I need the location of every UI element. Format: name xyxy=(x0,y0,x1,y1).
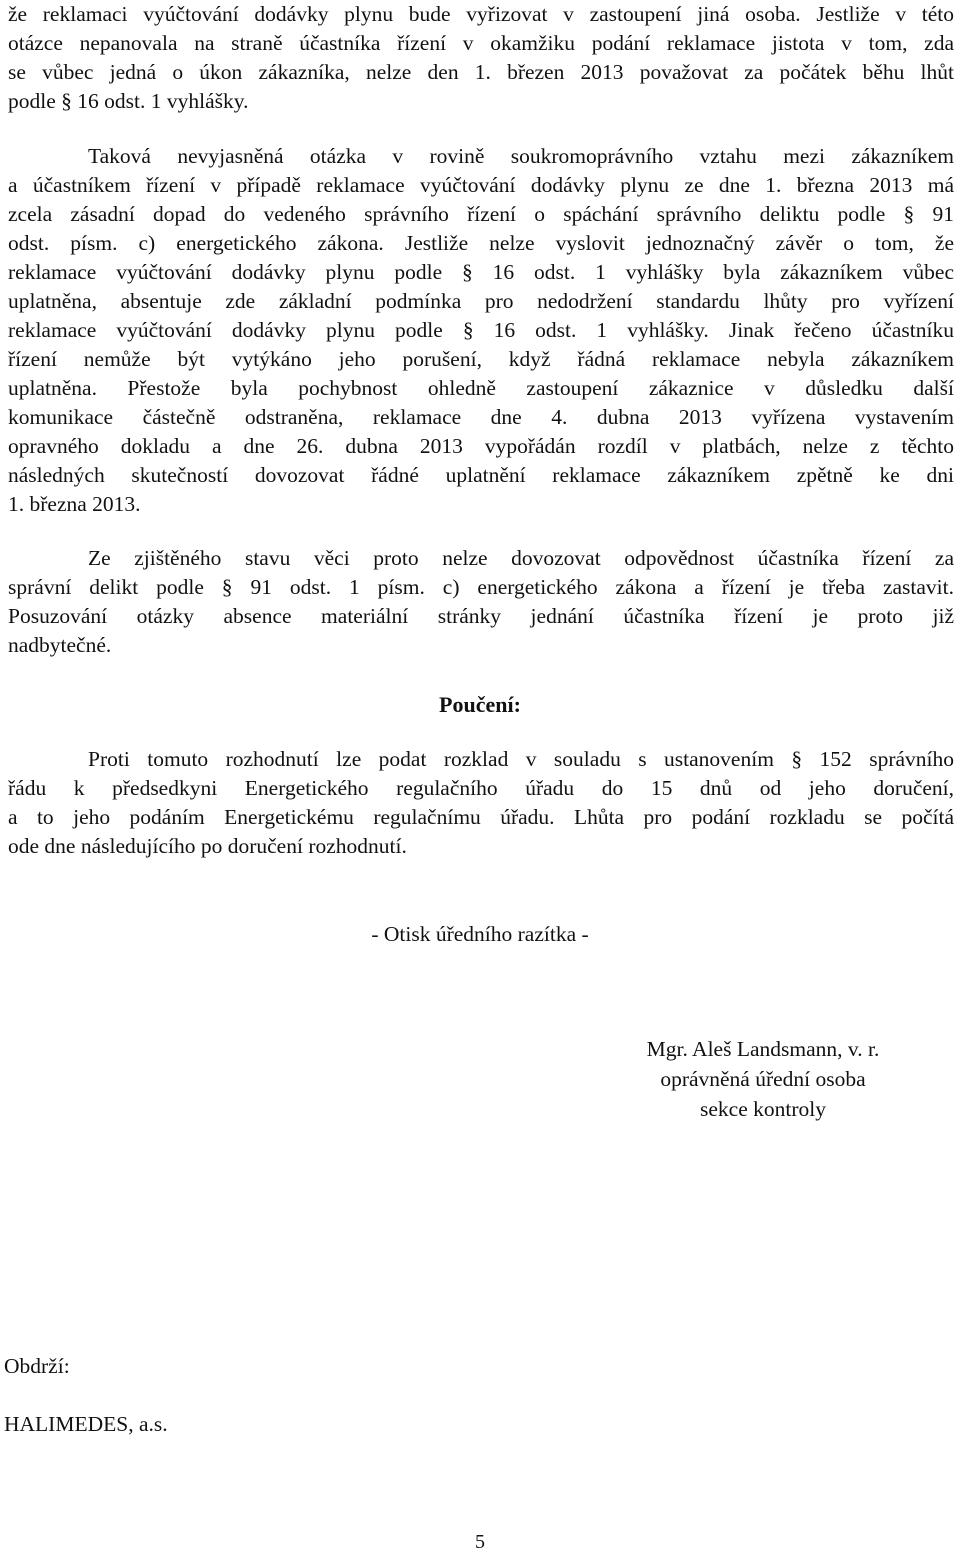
text-line: se vůbec jedná o úkon zákazníka, nelze den 1. březen 2013 považovat za počátek běhu lhůt xyxy=(8,60,954,84)
paragraph-conclusion xyxy=(8,544,954,660)
text-line: Proti tomuto rozhodnutí lze podat rozklad v souladu s ustanovením § 152 správního xyxy=(88,747,954,771)
text-line: Taková nevyjasněná otázka v rovině soukromoprávního vztahu mezi zákazníkem xyxy=(88,144,954,168)
text-line: zcela zásadní dopad do vedeného správního řízení o spáchání správního deliktu podle § 91 xyxy=(8,202,954,226)
text-line: odst. písm. c) energetického zákona. Jestliže nelze vyslovit jednoznačný závěr o tom, že xyxy=(8,231,954,255)
text-line: že reklamaci vyúčtování dodávky plynu bude vyřizovat v zastoupení jiná osoba. Jestliže v této xyxy=(8,2,954,26)
text-line: Posuzování otázky absence materiální stránky jednání účastníka řízení je proto již xyxy=(8,604,954,628)
text-line: následných skutečností dovozovat řádné uplatnění reklamace zákazníkem zpětně ke dni xyxy=(8,463,954,487)
paragraph-instruction xyxy=(8,745,954,861)
text-line: řádu k předsedkyni Energetického regulačního úřadu do 15 dnů od jeho doručení, xyxy=(8,776,954,800)
text-line: nadbytečné. xyxy=(8,633,112,657)
text-line: správní delikt podle § 91 odst. 1 písm. c) energetického zákona a řízení je třeba zastavit. xyxy=(8,575,954,599)
signatory-department: sekce kontroly xyxy=(700,1097,826,1121)
text-line: reklamace vyúčtování dodávky plynu podle § 16 odst. 1 vyhlášky. Jinak řečeno účastníku xyxy=(8,318,954,342)
recipients-label: Obdrží: xyxy=(4,1354,70,1378)
signatory-role: oprávněná úřední osoba xyxy=(660,1067,866,1091)
section-heading: Poučení: xyxy=(439,692,521,717)
paragraph-continuation xyxy=(8,0,954,116)
text-line: podle § 16 odst. 1 vyhlášky. xyxy=(8,89,249,113)
text-line: ode dne následujícího po doručení rozhodnutí. xyxy=(8,834,407,858)
text-line: reklamace vyúčtování dodávky plynu podle § 16 odst. 1 vyhlášky byla zákazníkem vůbec xyxy=(8,260,954,284)
text-line: uplatněna. Přestože byla pochybnost ohledně zastoupení zákaznice v důsledku další xyxy=(8,376,954,400)
page-number: 5 xyxy=(475,1531,485,1553)
text-line: a to jeho podáním Energetickému regulačnímu úřadu. Lhůta pro podání rozkladu se počítá xyxy=(8,805,954,829)
text-line: komunikace částečně odstraněna, reklamace dne 4. dubna 2013 vyřízena vystavením xyxy=(8,405,954,429)
signature-block xyxy=(628,1034,898,1124)
text-line: řízení nemůže být vytýkáno jeho porušení, když řádná reklamace nebyla zákazníkem xyxy=(8,347,954,371)
text-line: opravného dokladu a dne 26. dubna 2013 vypořádán rozdíl v platbách, nelze z těchto xyxy=(8,434,954,458)
stamp-placeholder: - Otisk úředního razítka - xyxy=(371,922,589,946)
recipient-name: HALIMEDES, a.s. xyxy=(4,1412,168,1436)
text-line: uplatněna, absentuje zde základní podmínka pro nedodržení standardu lhůty pro vyřízení xyxy=(8,289,954,313)
text-line: Ze zjištěného stavu věci proto nelze dovozovat odpovědnost účastníka řízení za xyxy=(88,546,954,570)
text-line: 1. března 2013. xyxy=(8,492,141,516)
paragraph-reasoning xyxy=(8,142,954,519)
signatory-name: Mgr. Aleš Landsmann, v. r. xyxy=(646,1037,880,1061)
text-line: otázce nepanovala na straně účastníka řízení v okamžiku podání reklamace jistota v tom, zda xyxy=(8,31,954,55)
text-line: a účastníkem řízení v případě reklamace vyúčtování dodávky plynu ze dne 1. března 2013 má xyxy=(8,173,954,197)
